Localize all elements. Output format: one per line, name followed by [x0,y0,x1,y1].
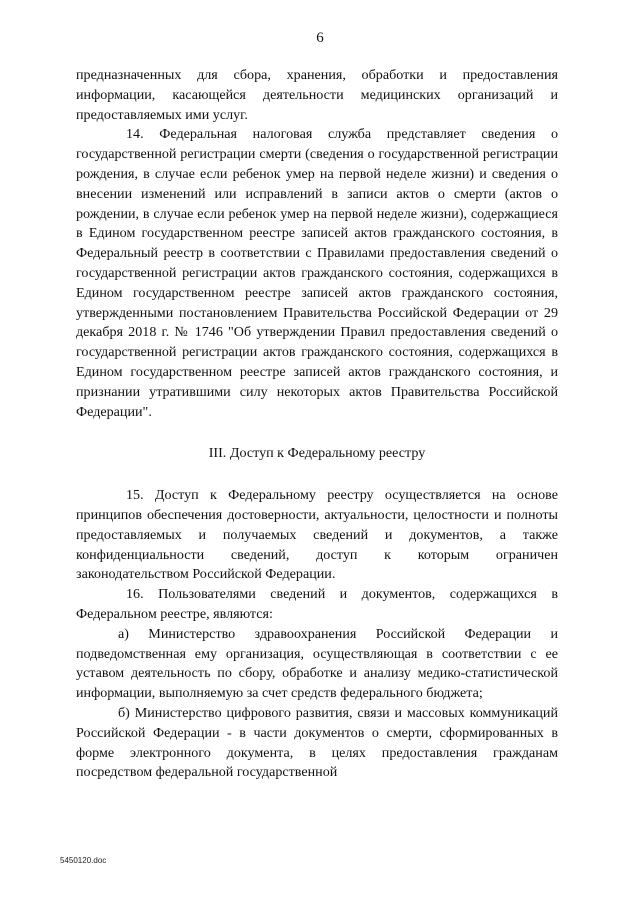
paragraph-14: 14. Федеральная налоговая служба представляет сведения о государственной регистрации смерти (сведения о государственной регистрации рождения, в случае если ребенок умер на первой неделе жизни) и сведения о внесении изменений или исправлений в записи актов о смерти (актов о рождении, в случае если ребенок умер на первой неделе жизни), содержащиеся в Едином государственном реестре записей актов гражданского состояния, в Федеральный реестр в соответствии с Правилами предоставления сведений о государственной регистрации актов гражданского состояния, содержащихся в Едином государственном реестре записей актов гражданского состояния, утвержденными постановлением Правительства Российской Федерации от 29 декабря 2018 г. № 1746 "Об утверждении Правил предоставления сведений о государственной регистрации актов гражданского состояния, содержащихся в Едином государственном реестре записей актов гражданского состояния, и признании утратившими силу некоторых актов Правительства Российской Федерации". [76,126,558,420]
paragraph-15: 15. Доступ к Федеральному реестру осуществляется на основе принципов обеспечения достоверности, актуальности, целостности и полноты предоставляемых и получаемых сведений и документов, а также конфиденциальности сведений, доступ к которым ограничен законодательством Российской Федерации. [76,487,558,583]
document-file-code: 5450120.doc [60,856,107,865]
list-item-a: а) Министерство здравоохранения Российской Федерации и подведомственная ему организация, осуществляющая в соответствии с ее уставом деятельность по сбору, обработке и анализу медико-статистической информации, выполняемую за счет средств федерального бюджета; [76,625,558,702]
paragraph-continuation: предназначенных для сбора, хранения, обработки и предоставления информации, касающейся деятельности медицинских организаций и предоставляемых ими услуг. [76,67,558,123]
section-heading: III. Доступ к Федеральному реестру [208,445,426,462]
paragraph-16: 16. Пользователями сведений и документов, содержащихся в Федеральном реестре, являются: [76,586,558,622]
document-body [76,66,558,783]
page-number: 6 [316,30,324,46]
list-item-b: б) Министерство цифрового развития, связи и массовых коммуникаций Российской Федерации - в части документов о смерти, сформированных в форме электронного документа, в целях предоставления гражданам посредством федеральной государственной [76,704,558,781]
